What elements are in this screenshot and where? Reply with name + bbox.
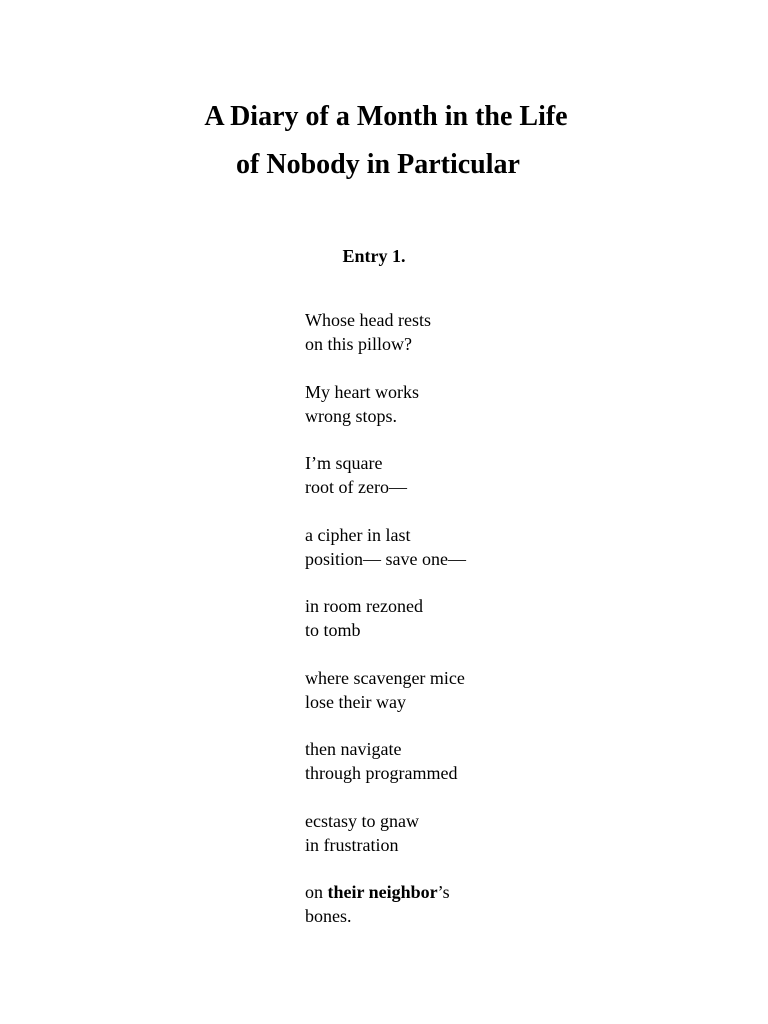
verse-line: on this pillow? (305, 334, 412, 354)
stanza-2 (305, 380, 605, 428)
stanza-7 (305, 737, 605, 785)
verse-line: ecstasy to gnaw (305, 810, 419, 831)
verse-line: My heart works (305, 381, 419, 402)
verse-line: in frustration (305, 834, 399, 855)
stanza-6 (305, 666, 605, 714)
verse-bold-run: their neighbor (327, 882, 438, 902)
stanza-3 (305, 451, 605, 499)
verse-line: position— save one— (305, 548, 466, 569)
verse-prefix: on (305, 882, 328, 902)
poem (305, 308, 605, 928)
verse-line: I’m square (305, 453, 383, 473)
verse-line: then navigate (305, 739, 402, 759)
verse-line: wrong stops. (305, 405, 398, 426)
verse-line: a cipher in last (305, 524, 411, 545)
stanza-8 (305, 809, 605, 857)
verse-line: root of zero— (305, 477, 407, 497)
stanza-4 (305, 523, 605, 571)
verse-line: Whose head rests (305, 310, 431, 330)
stanza-9 (305, 880, 605, 928)
document-title-line-1: A Diary of a Month in the Life (204, 101, 568, 132)
verse-line: where scavenger mice (305, 667, 465, 688)
entry-heading: Entry 1. (342, 246, 406, 266)
verse-line: bones. (305, 906, 352, 926)
stanza-5 (305, 594, 605, 642)
verse-suffix: ’s (437, 882, 450, 902)
document-title-line-2: of Nobody in Particular (236, 149, 520, 180)
verse-line: to tomb (305, 620, 361, 640)
verse-line: in room rezoned (305, 596, 423, 616)
verse-line: through programmed (305, 763, 458, 783)
verse-line (305, 880, 605, 904)
stanza-1 (305, 308, 605, 356)
verse-line: lose their way (305, 691, 406, 712)
